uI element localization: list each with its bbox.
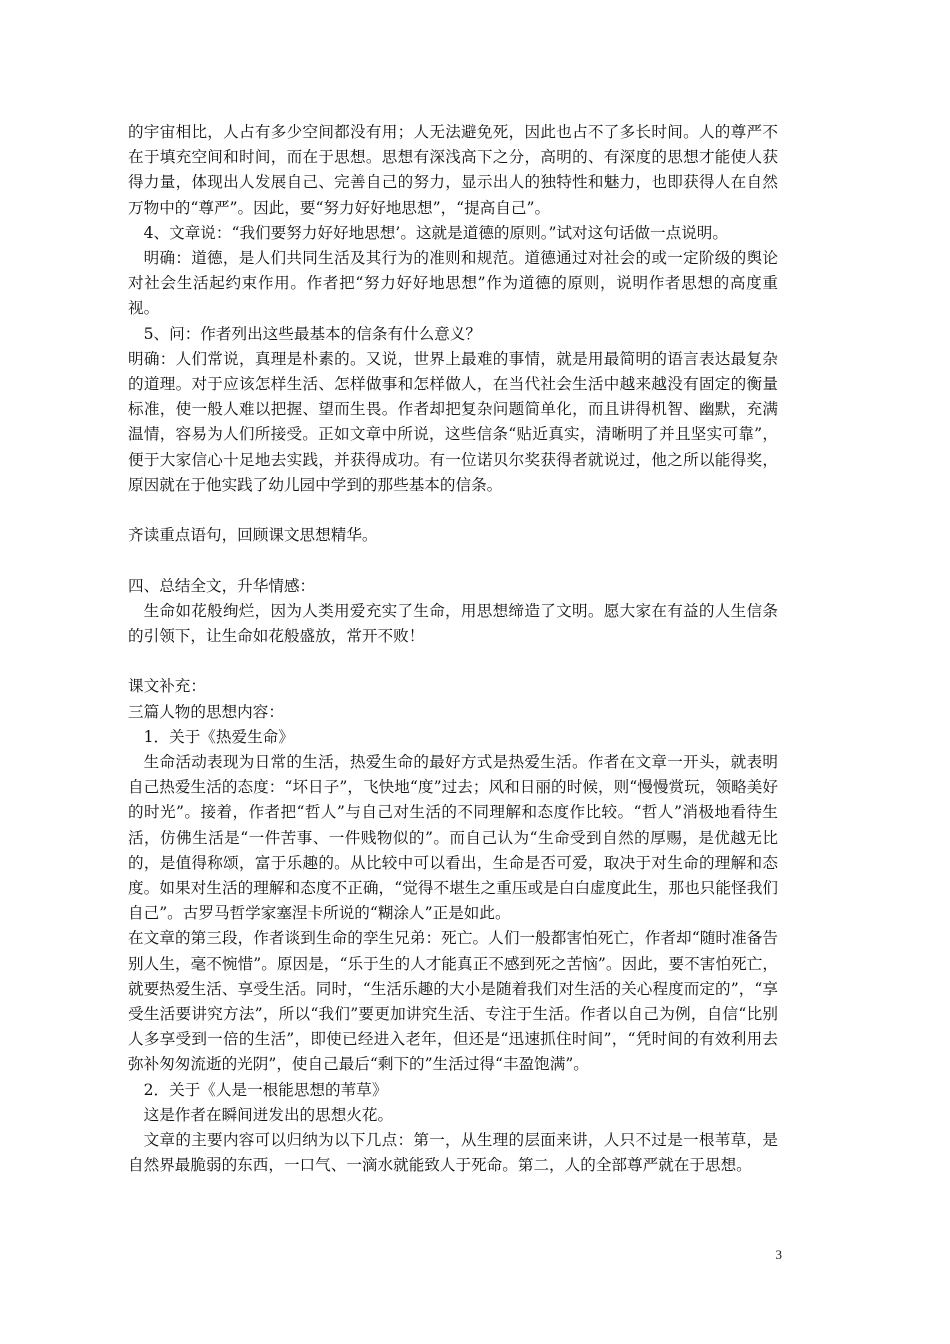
paragraph: 生命如花般绚烂，因为人类用爱充实了生命，用思想缔造了文明。愿大家在有益的人生信条的引领下，让生命如花般盛放，常开不败！ [128,601,778,646]
document-body [128,120,778,1178]
paragraph: 文章的主要内容可以归纳为以下几点：第一，从生理的层面来讲，人只不过是一根苇草，是自然界最脆弱的东西，一口气、一滴水就能致人于死命。第二，人的全部尊严就在于思想。 [128,1131,778,1175]
section-heading: 四、总结全文，升华情感： [128,576,316,595]
paragraph: 的宇宙相比，人占有多少空间都没有用；人无法避免死，因此也占不了多长时间。人的尊严不在于填充空间和时间，而在于思想。思想有深浅高下之分，高明的、有深度的思想才能使人获得力量，体现出人发展自己、完善自己的努力，显示出人的独特性和魅力，也即获得人在自然万物中的“尊严”。因此，要“努力好好地思想”，“提高自己”。 [128,123,778,217]
paragraph: 三篇人物的思想内容： [128,702,284,721]
paragraph: 明确：道德，是人们共同生活及其行为的准则和规范。道德通过对社会的或一定阶级的舆论对社会生活起约束作用。作者把“努力好好地思想”作为道德的原则，说明作者思想的高度重视。 [128,249,778,318]
paragraph: 5、问：作者列出这些最基本的信条有什么意义？ [143,324,481,343]
paragraph: 在文章的第三段，作者谈到生命的孪生兄弟：死亡。人们一般都害怕死亡，作者却“随时准备告别人生，毫不惋惜”。原因是，“乐于生的人才能真正不感到死之苦恼”。因此，要不害怕死亡，就要热爱生活、享受生活。同时，“生活乐趣的大小是随着我们对生活的关心程度而定的”，“享受生活要讲究方法”，所以“我们”要更加讲究生活、专注于生活。作者以自己为例，自信“比别人多享受到一倍的生活”，即使已经进入老年，但还是“迅速抓住时间”，“凭时间的有效利用去弥补匆匆流逝的光阴”，使自己最后“剩下的”生活过得“丰盈饱满”。 [128,929,778,1074]
paragraph: 这是作者在瞬间迸发出的思想火花。 [143,1105,394,1124]
paragraph: 生命活动表现为日常的生活，热爱生命的最好方式是热爱生活。作者在文章一开头，就表明自己热爱生活的态度：“坏日子”，飞快地“度”过去；风和日丽的时候，则“慢慢赏玩，领略美好的时光”。接着，作者把“哲人”与自己对生活的不同理解和态度作比较。“哲人”消极地看待生活，仿佛生活是“一件苦事、一件贱物似的”。而自己认为“生命受到自然的厚赐，是优越无比的，是值得称颂，富于乐趣的。从比较中可以看出，生命是否可爱，取决于对生命的理解和态度。如果对生活的理解和态度不正确，“觉得不堪生之重压或是白白虚度此生，那也只能怪我们自己”。古罗马哲学家塞涅卡所说的“糊涂人”正是如此。 [128,753,778,923]
paragraph: 4、文章说：“我们要努力好好地思想’。这就是道德的原则。”试对这句话做一点说明。 [143,223,728,242]
list-item-heading: 1．关于《热爱生命》 [143,727,294,746]
paragraph: 齐读重点语句，回顾课文思想精华。 [128,526,378,545]
blank-line [128,498,778,523]
blank-line [128,548,778,573]
list-item-heading: 2．关于《人是一根能思想的苇草》 [143,1080,388,1099]
page-number: 3 [775,1247,782,1262]
section-heading: 课文补充： [128,677,206,696]
paragraph: 明确：人们常说，真理是朴素的。又说，世界上最难的事情，就是用最简明的语言表达最复杂的道理。对于应该怎样生活、怎样做事和怎样做人，在当代社会生活中越来越没有固定的衡量标准，使一般人难以把握、望而生畏。作者却把复杂问题简单化，而且讲得机智、幽默，充满温情，容易为人们所接受。正如文章中所说，这些信条“贴近真实，清晰明了并且坚实可靠”，便于大家信心十足地去实践，并获得成功。有一位诺贝尔奖获得者就说过，他之所以能得奖，原因就在于他实践了幼儿园中学到的那些基本的信条。 [128,349,778,494]
blank-line [128,649,778,674]
